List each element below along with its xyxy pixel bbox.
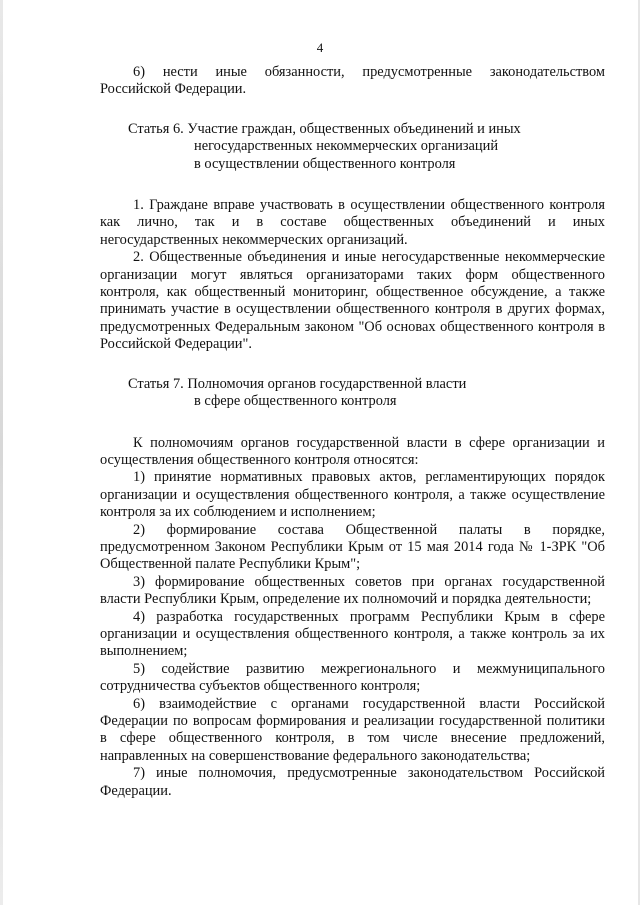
article-7-item-2: 2) формирование состава Общественной палаты в порядке, предусмотренном Законом Республики Крым от 15 мая 2014 года № 1-ЗРК "Об Общественной палате Республики Крым"; [100,521,605,573]
article-6-title-line-1: Статья 6. Участие граждан, общественных объединений и иных [128,120,521,137]
document-body [100,64,605,800]
article-7-title-line-1: Статья 7. Полномочия органов государственной власти [128,375,467,392]
scan-edge-left [0,0,3,905]
article-6-heading [100,121,605,173]
article-7-heading [100,376,605,411]
article-7-lead: К полномочиям органов государственной власти в сфере организации и осуществления общественного контроля относятся: [100,434,605,468]
article-6-title-line-2: негосударственных некоммерческих организаций [194,138,499,155]
article-7-item-1: 1) принятие нормативных правовых актов, регламентирующих порядок организации и осуществления общественного контроля, а также осуществление контроля за их соблюдением и исполнением; [100,469,605,521]
article-7-item-6: 6) взаимодействие с органами государственной власти Российской Федерации по вопросам формирования и реализации государственной политики в сфере общественного контроля, в том числе внесение предложений, направленных на совершенствование федерального законодательства; [100,695,605,764]
article-6-title-line-3: в осуществлении общественного контроля [194,155,456,172]
article-7-item-7: 7) иные полномочия, предусмотренные законодательством Российской Федерации. [100,765,605,799]
article-7-item-5: 5) содействие развитию межрегионального и межмуниципального сотрудничества субъектов общественного контроля; [100,660,605,695]
article-6-paragraph-1: 1. Граждане вправе участвовать в осуществлении общественного контроля как лично, так и в составе общественных объединений и иных негосударственных некоммерческих организаций. [100,197,605,248]
intro-paragraph: 6) нести иные обязанности, предусмотренные законодательством Российской Федерации. [100,64,605,98]
article-6-paragraph-2: 2. Общественные объединения и иные негосударственные некоммерческие организации могут являться организаторами таких форм общественного контроля, как общественный мониторинг, общественное обсуждение, а также принимать участие в осуществлении общественного контроля в других формах, предусмотренных Федеральным законом "Об основах общественного контроля в Российской Федерации". [100,249,605,353]
page-number: 4 [316,40,324,55]
article-7-item-4: 4) разработка государственных программ Республики Крым в сфере организации и осуществления общественного контроля, а также контроль за их выполнением; [100,608,605,660]
article-7-item-3: 3) формирование общественных советов при органах государственной власти Республики Крым, определение их полномочий и порядка деятельности; [100,573,605,608]
article-7-title-line-2: в сфере общественного контроля [194,393,397,410]
